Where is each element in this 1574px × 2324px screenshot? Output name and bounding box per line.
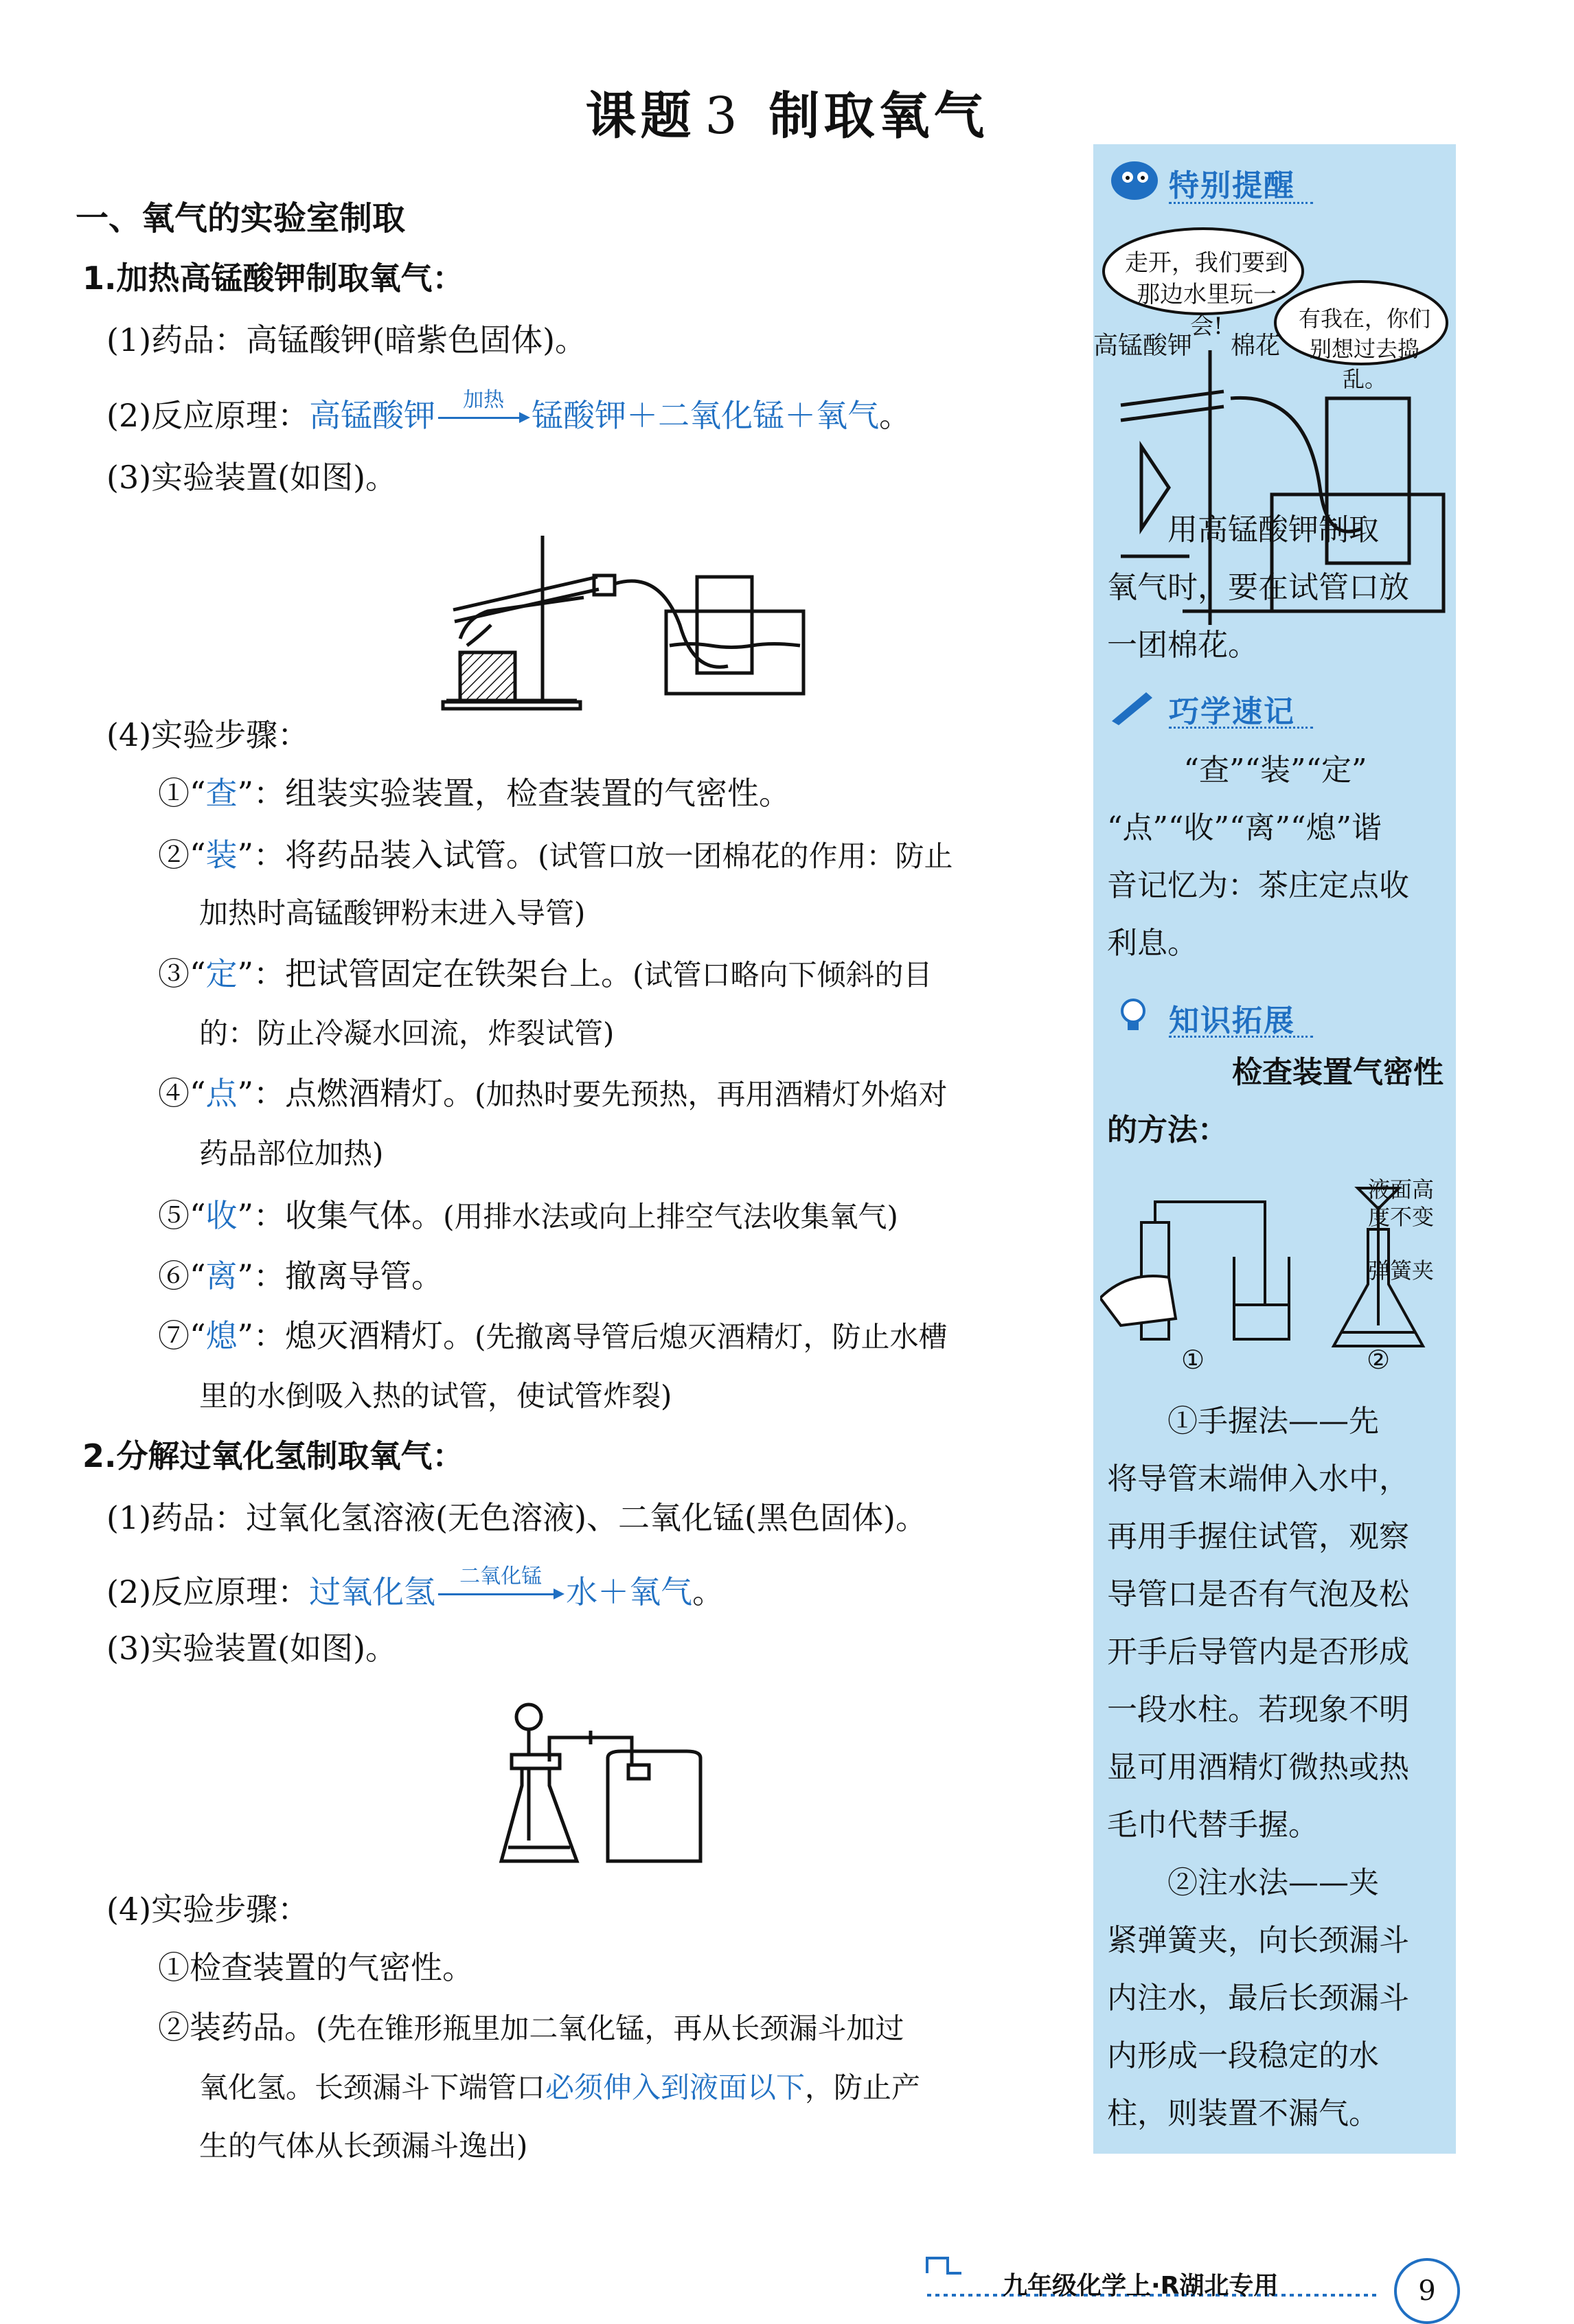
part2-steps-label: (4)实验步骤：	[106, 1891, 310, 1928]
sidebar	[1093, 144, 1456, 2154]
tip-line: 一段水柱。若现象不明	[1107, 1692, 1409, 1727]
products: 锰酸钾＋二氧化锰＋氧气	[532, 397, 880, 434]
part2-step2-line2	[199, 2067, 920, 2108]
step-light	[158, 1073, 947, 1115]
step-text: ”：把试管固定在铁架台上。	[237, 955, 633, 992]
part2-step2	[158, 2007, 904, 2049]
step-note: (试管口放一团棉花的作用：防止	[538, 839, 953, 873]
tip-line: ①手握法——先	[1167, 1404, 1379, 1439]
step-key: 收	[205, 1197, 238, 1234]
tip-memory	[1107, 742, 1444, 972]
step-note-c: ，防止产	[805, 2071, 921, 2104]
sidebar-heading-reminder: 特别提醒	[1169, 168, 1295, 203]
reactant: 过氧化氢	[309, 1573, 436, 1610]
tip-line: 将导管末端伸入水中，	[1107, 1461, 1409, 1496]
fig-label-clamp: 弹簧夹	[1368, 1257, 1435, 1284]
pen-icon	[1108, 687, 1156, 728]
tip-line: 紧弹簧夹，向长颈漏斗	[1107, 1923, 1409, 1958]
step-load-note-2: 加热时高锰酸钾粉末进入导管)	[199, 896, 586, 930]
step-pre: ⑤“	[158, 1197, 206, 1234]
tip-line: 内形成一段稳定的水	[1107, 2038, 1379, 2073]
lightbulb-icon	[1113, 990, 1154, 1038]
step-pre: ③“	[158, 955, 206, 992]
bubble-line: 那边水里玩一会!	[1137, 281, 1277, 340]
step-note: (加热时要先预热，再用酒精灯外焰对	[475, 1078, 948, 1111]
fig-label-liquid	[1368, 1176, 1434, 1231]
step-pre: ①“	[158, 775, 206, 812]
heading-underline	[1169, 727, 1313, 729]
tip-line: 毛巾代替手握。	[1107, 1808, 1319, 1843]
step-key: 查	[205, 775, 238, 812]
step-key: 离	[205, 1257, 238, 1295]
step-key: 点	[205, 1075, 238, 1112]
step-pre: ⑥“	[158, 1257, 206, 1295]
tip-line: 检查装置气密性	[1232, 1055, 1444, 1090]
principle-end: 。	[692, 1573, 725, 1610]
title-number: 3	[705, 87, 742, 146]
step-extinguish-note-2: 里的水倒吸入热的试管，使试管炸裂)	[199, 1379, 672, 1413]
reactant: 高锰酸钾	[309, 397, 436, 434]
part2-principle	[106, 1564, 725, 1613]
step-text: ”：组装实验装置，检查装置的气密性。	[237, 775, 791, 812]
step-load	[158, 834, 953, 877]
step-note: (先撤离导管后熄灭酒精灯，防止水槽	[475, 1320, 948, 1354]
step-note-a: 氧化氢。长颈漏斗下端管口	[199, 2071, 546, 2104]
page-number: 9	[1394, 2258, 1460, 2324]
tip-extension-body	[1107, 1393, 1444, 2143]
step-note: (先在锥形瓶里加二氧化锰，再从长颈漏斗加过	[316, 2012, 904, 2045]
step-text: ”：点燃酒精灯。	[237, 1075, 475, 1112]
reaction-arrow	[435, 388, 532, 436]
tip-line: “查”“装”“定”	[1183, 753, 1367, 788]
footer-text: 九年级化学上·R湖北专用	[1003, 2272, 1279, 2300]
fig-label: 度不变	[1368, 1204, 1435, 1230]
tip-line: 氧气时，要在试管口放	[1107, 570, 1409, 605]
tip-line: 一团棉花。	[1107, 628, 1258, 663]
sidebar-heading-extension: 知识拓展	[1169, 1003, 1295, 1038]
part2-apparatus-label: (3)实验装置(如图)。	[106, 1630, 398, 1667]
part1-heading: 1.加热高锰酸钾制取氧气：	[82, 260, 464, 297]
reaction-condition: 二氧化锰	[459, 1564, 543, 1588]
step-note-emphasis: 必须伸入到液面以下	[545, 2071, 806, 2104]
step-text: ”：熄灭酒精灯。	[237, 1317, 475, 1354]
step-fix-note-2: 的：防止冷凝水回流，炸裂试管)	[199, 1016, 615, 1050]
sidebar-heading-memory: 巧学速记	[1169, 694, 1295, 729]
tip-line: 再用手握住试管，观察	[1107, 1519, 1409, 1554]
tip-line: “点”“收”“离”“熄”谐	[1107, 810, 1382, 845]
h2o2-apparatus-figure	[494, 1696, 742, 1882]
step-text: ”：撤离导管。	[237, 1257, 444, 1295]
bubble-line: 走开，我们要到	[1125, 249, 1288, 277]
tip-line: 利息。	[1107, 926, 1198, 961]
step-extinguish	[158, 1315, 947, 1358]
principle-label: (2)反应原理：	[106, 1573, 310, 1610]
products: 水＋氧气	[566, 1573, 693, 1610]
step-collect	[158, 1195, 898, 1238]
tip-line: 音记忆为：茶庄定点收	[1107, 868, 1409, 903]
fig-label-2: ②	[1367, 1345, 1391, 1375]
part2-heading: 2.分解过氧化氢制取氧气：	[82, 1437, 464, 1474]
step-pre: ⑦“	[158, 1317, 206, 1354]
title-name: 制取氧气	[768, 87, 989, 146]
part1-apparatus-label: (3)实验装置(如图)。	[106, 459, 398, 496]
reaction-condition: 加热	[463, 388, 505, 412]
bubble-line: 别想过去捣乱。	[1309, 336, 1419, 392]
step-fix	[158, 953, 932, 996]
step-note: (用排水法或向上排空气法收集氧气)	[443, 1200, 898, 1233]
step-light-note-2: 药品部位加热)	[199, 1137, 384, 1170]
fig-label: 液面高	[1368, 1176, 1435, 1203]
tip-line: 的方法：	[1107, 1113, 1228, 1148]
mascot-icon	[1107, 157, 1162, 205]
label-kmno4: 高锰酸钾	[1093, 332, 1193, 360]
tip-line: 开手后导管内是否形成	[1107, 1634, 1409, 1670]
tip-reminder-cont	[1107, 559, 1444, 674]
tip-line: 内注水，最后长颈漏斗	[1107, 1981, 1409, 2016]
tip-line: 显可用酒精灯微热或热	[1107, 1750, 1409, 1785]
principle-end: 。	[879, 397, 911, 434]
tip-line: 导管口是否有气泡及松	[1107, 1577, 1409, 1612]
step-text: ”：收集气体。	[237, 1197, 444, 1234]
part2-drug: (1)药品：过氧化氢溶液(无色溶液)、二氧化锰(黑色固体)。	[106, 1499, 927, 1536]
step-key: 熄	[205, 1317, 238, 1354]
section-heading: 一、氧气的实验室制取	[76, 199, 406, 238]
page-title	[0, 76, 1574, 148]
fig-label-1: ①	[1181, 1345, 1205, 1375]
heading-underline	[1169, 1036, 1313, 1038]
title-prefix: 课题	[585, 87, 696, 146]
principle-label: (2)反应原理：	[106, 397, 310, 434]
tip-reminder	[1107, 501, 1444, 559]
part2-step1: ①检查装置的气密性。	[158, 1949, 474, 1986]
step-text: ②装药品。	[158, 2009, 316, 2046]
step-text: ”：将药品装入试管。	[237, 836, 538, 874]
kmno4-apparatus-figure	[440, 522, 824, 714]
step-note: (试管口略向下倾斜的目	[632, 958, 933, 992]
reaction-arrow	[435, 1564, 566, 1613]
tip-line: 用高锰酸钾制取	[1167, 512, 1379, 547]
tip-line: ②注水法——夹	[1167, 1865, 1379, 1900]
bubble-line: 有我在，你们	[1298, 306, 1430, 332]
step-remove	[158, 1255, 443, 1297]
tip-extension-title	[1107, 1044, 1444, 1159]
part1-steps-label: (4)实验步骤：	[106, 716, 310, 753]
speech-bubble-right	[1289, 304, 1440, 394]
step-key: 装	[205, 836, 238, 874]
step-pre: ④“	[158, 1075, 206, 1112]
part1-drug: (1)药品：高锰酸钾(暗紫色固体)。	[106, 321, 587, 358]
part2-step2-line3: 生的气体从长颈漏斗逸出)	[199, 2129, 528, 2163]
label-cotton: 棉花	[1231, 332, 1281, 360]
tip-line: 柱，则装置不漏气。	[1107, 2096, 1379, 2131]
step-key: 定	[205, 955, 238, 992]
step-check	[158, 773, 790, 814]
part1-principle	[106, 388, 911, 436]
heading-underline	[1169, 202, 1313, 204]
step-pre: ②“	[158, 836, 206, 874]
